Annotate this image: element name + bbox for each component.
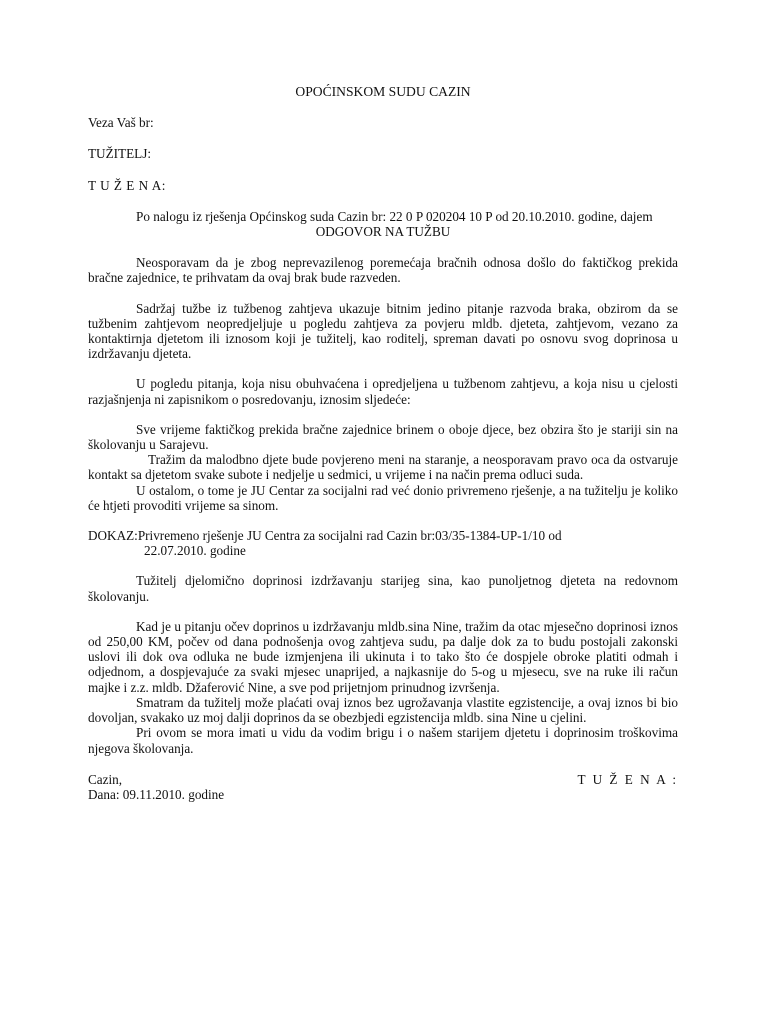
evidence-line-1: DOKAZ:Privremeno rješenje JU Centra za socijalni rad Cazin br:03/35-1384-UP-1/10 od <box>88 528 562 544</box>
paragraph-8: Kad je u pitanju očev doprinos u izdržavanju mldb.sina Nine, tražim da otac mjesečno doprinosi iznos od 250,00 KM, počev od dana podnošenja ovog zahtjeva sudu, pa dalje dok za to budu postojali zakonski uslovi ili dok ova odluka ne bude izmjenjena ili ukinuta i to tako što će dospjele obroke platiti odmah i odjednom, a dospjevajuće za svaki mjesec unaprijed, a najkasnije do 5-og u mjesecu, sve na ruke ili račun majke i z.z. mldb. Džaferović Nine, a sve pod prijetnjom prinudnog izvršenja. <box>88 618 678 695</box>
document-subtitle: ODGOVOR NA TUŽBU <box>315 224 451 240</box>
paragraph-3: U pogledu pitanja, koja nisu obuhvaćena i opredjeljena u tužbenom zahtjevu, a koja nisu u cjelosti razjašnjenja ni zapisnikom o posredovanju, iznosim sljedeće: <box>88 376 678 407</box>
document-page <box>88 84 678 802</box>
paragraph-7: Tužitelj djelomično doprinosi izdržavanju starijeg sina, kao punoljetnog djeteta na redovnom školovanju. <box>88 573 678 604</box>
signature-label: T U Ž E N A : <box>577 771 678 787</box>
plaintiff-line: TUŽITELJ: <box>88 146 151 162</box>
paragraph-1: Neosporavam da je zbog neprevazilenog poremećaja bračnih odnosa došlo do faktičkog prekida bračne zajednice, te prihvatam da ovaj brak bude razveden. <box>88 255 678 286</box>
paragraph-6: U ostalom, o tome je JU Centar za socijalni rad već donio privremeno rješenje, a na tužitelju je koliko će htjeti provoditi vrijeme sa sinom. <box>88 482 678 513</box>
reference-line: Veza Vaš br: <box>88 115 154 131</box>
date-line: Dana: 09.11.2010. godine <box>88 786 225 802</box>
paragraph-10: Pri ovom se mora imati u vidu da vodim brigu i o našem starijem djetetu i doprinosim troškovima njegova školovanja. <box>88 725 678 756</box>
document-title: OPOĆINSKOM SUDU CAZIN <box>295 84 471 99</box>
evidence-block <box>88 528 678 558</box>
paragraph-5: Tražim da malodbno djete bude povjereno meni na staranje, a neosporavam pravo oca da ostvaruje kontakt sa djetetom svake subote i nedjelje u sedmici, u vrijeme i na način prema odluci suda. <box>88 452 678 483</box>
signature-row <box>88 772 678 787</box>
paragraph-9: Smatram da tužitelj može plaćati ovaj iznos bez ugrožavanja vlastite egzistencije, a ovaj iznos bi bio dovoljan, svakako uz moj dalji doprinos da se obezbjedi egzistencija mldb. sina Nine u cjelini. <box>88 694 678 726</box>
paragraph-4: Sve vrijeme faktičkog prekida bračne zajednice brinem o oboje djece, bez obzira što je stariji sin na školovanju u Sarajevu. <box>88 421 678 453</box>
evidence-line-2: 22.07.2010. godine <box>144 543 246 559</box>
paragraph-2: Sadržaj tužbe iz tužbenog zahtjeva ukazuje bitnim jedino pitanje razvoda braka, obzirom da se tužbenim zahtjevom neopredjeljuje u pogledu zahtjeva za povjeru mldb. djeteta, zahtjevom, vezano za kontaktirnja djetetom ili iznosom koji je tužitelj, kao roditelj, spreman davati po osnovu svog doprinosa u izdržavanju djeteta. <box>88 300 678 362</box>
place-label: Cazin, <box>88 771 123 787</box>
intro-paragraph: Po nalogu iz rješenja Općinskog suda Cazin br: 22 0 P 020204 10 P od 20.10.2010. godine, dajem <box>136 208 653 224</box>
defendant-line: T U Ž E N A: <box>88 177 166 193</box>
